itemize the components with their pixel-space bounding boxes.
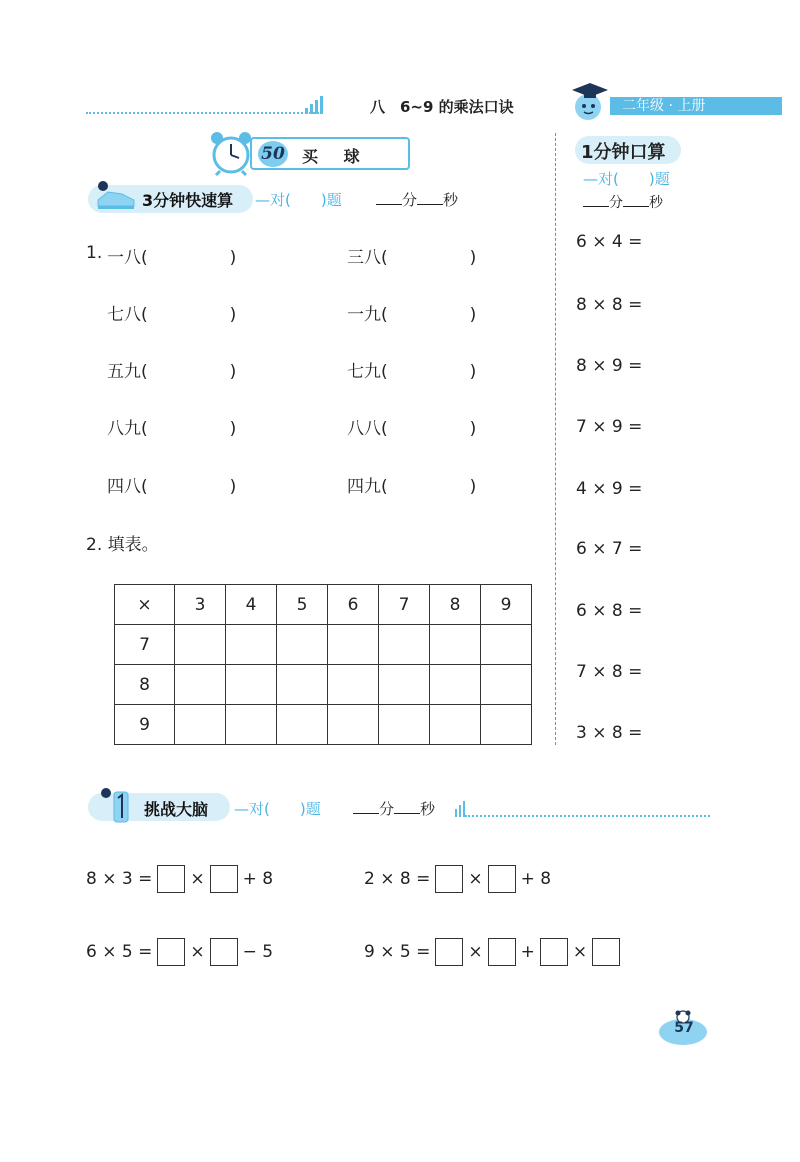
table-header-cell: 4 bbox=[226, 585, 277, 625]
mental-item: 8 × 9 = bbox=[576, 356, 643, 376]
seconds-blank[interactable] bbox=[623, 194, 649, 207]
header-dotted-line bbox=[86, 112, 322, 114]
answer-cell[interactable] bbox=[379, 625, 430, 665]
answer-cell[interactable] bbox=[379, 665, 430, 705]
q1-item: 一八( ) bbox=[107, 248, 237, 268]
answer-cell[interactable] bbox=[175, 665, 226, 705]
mental-section-time: 分 秒 bbox=[583, 192, 663, 212]
answer-box[interactable] bbox=[592, 938, 620, 966]
mental-item: 7 × 8 = bbox=[576, 662, 643, 682]
mental-item: 6 × 7 = bbox=[576, 539, 643, 559]
minutes-blank[interactable] bbox=[376, 192, 402, 205]
answer-cell[interactable] bbox=[481, 705, 532, 745]
answer-cell[interactable] bbox=[481, 665, 532, 705]
table-header-cell: 7 bbox=[379, 585, 430, 625]
seconds-blank[interactable] bbox=[394, 801, 420, 814]
answer-cell[interactable] bbox=[226, 625, 277, 665]
q1-item: 四九( ) bbox=[347, 477, 477, 497]
table-row-header: 8 bbox=[115, 665, 175, 705]
answer-cell[interactable] bbox=[226, 665, 277, 705]
alarm-clock-icon bbox=[207, 130, 255, 176]
mental-item: 8 × 8 = bbox=[576, 295, 643, 315]
answer-box[interactable] bbox=[488, 865, 516, 893]
answer-cell[interactable] bbox=[328, 705, 379, 745]
q1-item: 八八( ) bbox=[347, 419, 477, 439]
minutes-blank[interactable] bbox=[583, 194, 609, 207]
table-header-cell: × bbox=[115, 585, 175, 625]
number-one-icon bbox=[100, 786, 138, 824]
challenge-dotted-line bbox=[465, 815, 710, 817]
answer-box[interactable] bbox=[435, 865, 463, 893]
q1-item: 八九( ) bbox=[107, 419, 237, 439]
table-row bbox=[115, 665, 532, 705]
answer-cell[interactable] bbox=[430, 705, 481, 745]
answer-cell[interactable] bbox=[277, 665, 328, 705]
challenge-section-time: 分 秒 bbox=[353, 798, 435, 819]
table-row-header: 9 bbox=[115, 705, 175, 745]
q1-item: 一九( ) bbox=[347, 305, 477, 325]
mental-item: 6 × 4 = bbox=[576, 232, 643, 252]
table-row bbox=[115, 625, 532, 665]
answer-box[interactable] bbox=[435, 938, 463, 966]
speed-section-label: 3分钟快速算 bbox=[142, 191, 234, 210]
mental-item: 7 × 9 = bbox=[576, 417, 643, 437]
answer-cell[interactable] bbox=[277, 625, 328, 665]
seconds-blank[interactable] bbox=[417, 192, 443, 205]
minutes-blank[interactable] bbox=[353, 801, 379, 814]
challenge-equation-2: 2 × 8 = × + 8 bbox=[364, 865, 551, 893]
table-header-cell: 5 bbox=[277, 585, 328, 625]
challenge-equation-1: 8 × 3 = × + 8 bbox=[86, 865, 273, 893]
answer-cell[interactable] bbox=[328, 665, 379, 705]
answer-box[interactable] bbox=[540, 938, 568, 966]
answer-cell[interactable] bbox=[430, 625, 481, 665]
speed-section-score: —对( )题 bbox=[255, 191, 342, 209]
multiplication-table bbox=[114, 584, 532, 745]
q1-item: 五九( ) bbox=[107, 362, 237, 382]
answer-box[interactable] bbox=[157, 865, 185, 893]
answer-cell[interactable] bbox=[175, 625, 226, 665]
lesson-number: 50 bbox=[258, 141, 288, 167]
q1-number: 1. bbox=[86, 243, 103, 263]
table-row bbox=[115, 705, 532, 745]
answer-box[interactable] bbox=[210, 938, 238, 966]
table-header-cell: 9 bbox=[481, 585, 532, 625]
lesson-title: 买 球 bbox=[302, 147, 370, 166]
shoe-icon bbox=[94, 178, 138, 214]
page-number: 57 bbox=[674, 1020, 694, 1036]
answer-box[interactable] bbox=[210, 865, 238, 893]
q1-item: 四八( ) bbox=[107, 477, 237, 497]
table-header-cell: 8 bbox=[430, 585, 481, 625]
table-header-row bbox=[115, 585, 532, 625]
table-row-header: 7 bbox=[115, 625, 175, 665]
chapter-title: 八 6~9 的乘法口诀 bbox=[370, 98, 514, 116]
answer-box[interactable] bbox=[157, 938, 185, 966]
answer-cell[interactable] bbox=[430, 665, 481, 705]
mental-item: 3 × 8 = bbox=[576, 723, 643, 743]
answer-cell[interactable] bbox=[328, 625, 379, 665]
mascot-graduate-icon bbox=[566, 80, 612, 122]
answer-box[interactable] bbox=[488, 938, 516, 966]
table-header-cell: 3 bbox=[175, 585, 226, 625]
q2-title: 2. 填表。 bbox=[86, 535, 159, 555]
table-header-cell: 6 bbox=[328, 585, 379, 625]
speed-section-time: 分 秒 bbox=[376, 189, 458, 210]
q1-item: 七八( ) bbox=[107, 305, 237, 325]
header-bars-icon bbox=[305, 94, 325, 114]
answer-cell[interactable] bbox=[226, 705, 277, 745]
answer-cell[interactable] bbox=[277, 705, 328, 745]
challenge-section-score: —对( )题 bbox=[234, 800, 321, 818]
answer-cell[interactable] bbox=[481, 625, 532, 665]
mental-section-score: —对( )题 bbox=[583, 170, 670, 188]
challenge-equation-3: 6 × 5 = × − 5 bbox=[86, 938, 273, 966]
mental-section-label: 1分钟口算 bbox=[581, 142, 666, 163]
answer-cell[interactable] bbox=[379, 705, 430, 745]
challenge-section-label: 挑战大脑 bbox=[144, 800, 209, 819]
answer-cell[interactable] bbox=[175, 705, 226, 745]
q1-item: 七九( ) bbox=[347, 362, 477, 382]
mental-item: 4 × 9 = bbox=[576, 479, 643, 499]
q1-item: 三八( ) bbox=[347, 248, 477, 268]
grade-tab: 二年级 · 上册 bbox=[610, 97, 782, 115]
challenge-equation-4: 9 × 5 = × + × bbox=[364, 938, 620, 966]
column-divider bbox=[555, 133, 556, 745]
mental-item: 6 × 8 = bbox=[576, 601, 643, 621]
